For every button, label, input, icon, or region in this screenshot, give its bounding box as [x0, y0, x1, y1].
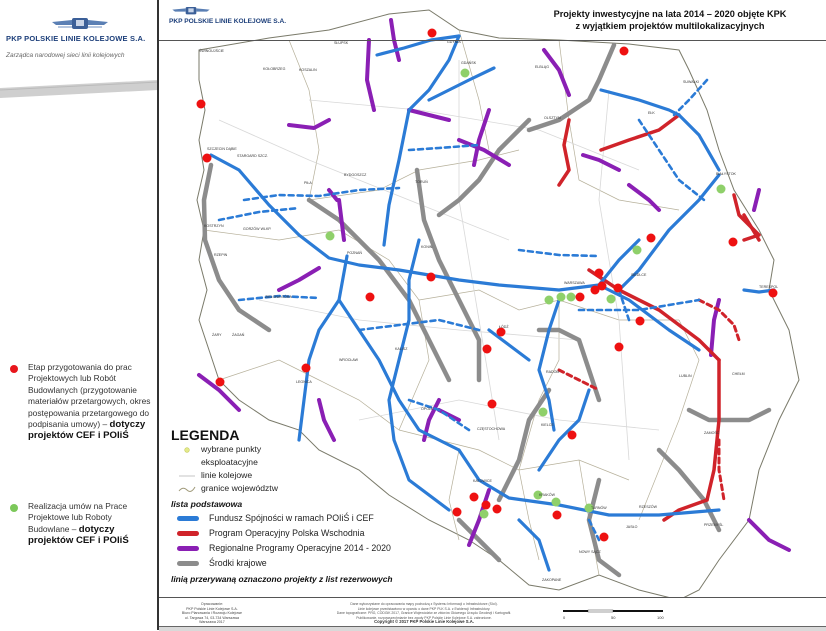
footer-credit-line: Biuro Planowania i Rozwoju Kolejowe — [181, 611, 243, 616]
svg-text:OLSZTYN: OLSZTYN — [544, 116, 561, 120]
svg-text:KATOWICE: KATOWICE — [473, 479, 492, 483]
svg-text:STARGARD SZCZ.: STARGARD SZCZ. — [237, 154, 269, 158]
footer-credit-line: ul. Targowa 74, 03-734 Warszawa — [184, 615, 240, 620]
note-preparation-stage — [6, 362, 154, 442]
legend-item-borders — [171, 482, 471, 495]
pkp-winged-emblem-icon — [50, 16, 110, 32]
svg-text:RZEPIN: RZEPIN — [214, 253, 228, 257]
header-company-name: PKP POLSKIE LINIE KOLEJOWE S.A. — [169, 18, 287, 25]
svg-text:TORUŃ: TORUŃ — [415, 180, 428, 184]
point-symbol-icon — [177, 445, 197, 454]
footer-source-line: Linie kolejowe przedstawiono w oparciu o dane PKP PLK S.A. z Ewidencji Infrastruktury. — [357, 606, 491, 611]
svg-text:RADOM: RADOM — [546, 370, 560, 374]
red-line-swatch-icon — [177, 531, 199, 536]
footer-source-line: Dane wykorzystane do opracowania mapy pochodzą z Systemu Informacji o Infrastrukturze (SIoI). — [350, 602, 498, 606]
left-panel — [0, 0, 158, 630]
legend-program-label: Regionalne Programy Operacyjne 2014 - 2020 — [209, 543, 391, 553]
svg-text:LEGNICA: LEGNICA — [296, 380, 312, 384]
footer-source-line: Publikowanie, rozpowszechnianie bez zgody PKP Polskie Linie Kolejowe S.A. zabronione. — [356, 615, 492, 620]
svg-text:TERESPOL: TERESPOL — [759, 285, 779, 289]
svg-text:NOWY SĄCZ: NOWY SĄCZ — [579, 550, 601, 554]
svg-text:KOSZALIN: KOSZALIN — [299, 68, 317, 72]
gray-line-swatch-icon — [177, 561, 199, 566]
svg-text:RZESZÓW: RZESZÓW — [639, 505, 657, 509]
svg-text:WARSZAWA: WARSZAWA — [564, 281, 585, 285]
legend-program-label: Program Operacyjny Polska Wschodnia — [209, 528, 365, 538]
scale-label-100: 100 — [657, 615, 664, 620]
svg-text:EŁK: EŁK — [648, 111, 655, 115]
map-header — [159, 0, 826, 41]
note-preparation-text: Etap przygotowania do prac Projektowych lub Robót Budowlanych (przygotowanie materiałów przetargowych, okres postępowania przetargowego do podpisania umowy) – — [28, 362, 151, 430]
legend-program-cohesion — [171, 511, 471, 526]
map-title-line1: Projekty inwestycyjne na lata 2014 – 2020 objęte KPK — [553, 9, 787, 19]
svg-text:ZAMOŚĆ: ZAMOŚĆ — [704, 431, 720, 435]
note-realization-text: Realizacja umów na Prace Projektowe lub Roboty Budowlane – — [28, 501, 128, 534]
svg-text:CZĘSTOCHOWA: CZĘSTOCHOWA — [477, 427, 506, 431]
svg-text:KOSTRZYN: KOSTRZYN — [204, 224, 224, 228]
svg-text:SUWAŁKI: SUWAŁKI — [683, 80, 700, 84]
scale-label-50: 50 — [611, 615, 616, 620]
purple-line-swatch-icon — [177, 546, 199, 551]
svg-text:JASŁO: JASŁO — [626, 525, 638, 529]
scale-label-0: 0 — [563, 615, 566, 620]
legend-subheading: lista podstawowa — [171, 499, 243, 509]
legend-points-label-2: eksploatacyjne — [201, 457, 258, 467]
svg-text:ŚWINOUJŚCIE: ŚWINOUJŚCIE — [199, 49, 224, 53]
footer-sources — [299, 602, 549, 625]
svg-text:LUBLIN: LUBLIN — [679, 374, 692, 378]
legend-borders-label: granice województw — [201, 483, 278, 493]
map-title — [520, 8, 820, 32]
svg-text:SŁUPSK: SŁUPSK — [334, 41, 349, 45]
svg-text:POZNAŃ: POZNAŃ — [347, 251, 362, 255]
red-dot-icon — [10, 365, 18, 373]
decorative-band — [0, 78, 158, 98]
rail-line-symbol-icon — [177, 471, 197, 480]
legend-item-rail-lines — [171, 469, 471, 482]
legend-program-eastern — [171, 526, 471, 541]
svg-text:ŁÓDŹ: ŁÓDŹ — [499, 325, 509, 329]
map-area — [159, 0, 826, 630]
left-company-name: PKP POLSKIE LINIE KOLEJOWE S.A. — [6, 34, 146, 43]
svg-text:KOŁOBRZEG: KOŁOBRZEG — [263, 67, 286, 71]
note-realization-stage — [6, 501, 154, 547]
note-preparation-bold: dotyczy projektów CEF i POIiŚ — [28, 419, 146, 442]
legend-dashed-note: linią przerywaną oznaczono projekty z list rezerwowych — [171, 574, 393, 584]
legend-program-label: Fundusz Spójności w ramach POIiŚ i CEF — [209, 513, 374, 523]
footer-copyright: Copyright © 2017 PKP Polskie Linie Kolejowe S.A. — [374, 619, 474, 625]
footer-credits — [167, 602, 257, 625]
bottom-strip — [159, 626, 826, 631]
svg-text:SZCZECIN DĄBIE: SZCZECIN DĄBIE — [207, 147, 237, 151]
svg-text:OPOLE: OPOLE — [421, 407, 434, 411]
legend-points-label-1: wybrane punkty — [201, 444, 262, 454]
legend-title: LEGENDA — [171, 427, 240, 443]
svg-text:SIEDLCE: SIEDLCE — [631, 273, 647, 277]
legend-rail-lines-label: linie kolejowe — [201, 470, 253, 480]
svg-text:CHEŁM: CHEŁM — [732, 372, 745, 376]
legend-item-points — [171, 443, 471, 456]
map-legend — [171, 428, 471, 584]
legend-program-national — [171, 556, 471, 571]
svg-text:KRAKÓW: KRAKÓW — [539, 493, 555, 497]
legend-item-points-cont — [171, 456, 471, 469]
footer-source-line: Dane topograficzne: PRG, CODGiK 2017, Granice Województw ze zbiorów Głównego Urzędu Geodezji i Kartografii. — [336, 611, 512, 616]
svg-text:KONIN: KONIN — [421, 245, 433, 249]
svg-text:ZAKOPANE: ZAKOPANE — [542, 578, 562, 582]
pkp-winged-emblem-icon — [171, 5, 211, 17]
green-dot-icon — [10, 504, 18, 512]
svg-text:GDYNIA: GDYNIA — [447, 40, 461, 44]
note-realization-bold: dotyczy projektów CEF i POIiŚ — [28, 523, 129, 547]
svg-text:GORZÓW WLKP.: GORZÓW WLKP. — [243, 227, 272, 231]
legend-program-label: Środki krajowe — [209, 558, 267, 568]
legend-program-regional — [171, 541, 471, 556]
border-symbol-icon — [177, 484, 197, 493]
svg-text:BIAŁYSTOK: BIAŁYSTOK — [716, 172, 736, 176]
svg-text:ELBLĄG: ELBLĄG — [535, 65, 549, 69]
svg-text:PRZEMYŚL: PRZEMYŚL — [704, 523, 724, 527]
svg-text:PIŁA: PIŁA — [304, 181, 312, 185]
footer-credit-line: Opracowanie: — [200, 602, 224, 606]
svg-text:TARNÓW: TARNÓW — [591, 506, 607, 510]
footer-credit-line: PKP Polskie Linie Kolejowe S.A. — [186, 606, 238, 611]
svg-text:ŻAGAŃ: ŻAGAŃ — [232, 333, 245, 337]
svg-text:KALISZ: KALISZ — [395, 347, 408, 351]
map-title-line2: z wyjątkiem projektów multilokalizacyjnych — [575, 21, 765, 31]
blue-line-swatch-icon — [177, 516, 199, 521]
svg-text:KIELCE: KIELCE — [541, 423, 554, 427]
svg-text:BYDGOSZCZ: BYDGOSZCZ — [344, 173, 367, 177]
left-tagline: Zarządca narodowej sieci linii kolejowych — [6, 52, 125, 59]
scale-bar — [559, 604, 669, 627]
svg-text:GDAŃSK: GDAŃSK — [461, 61, 477, 65]
svg-text:ZIELONA GÓRA: ZIELONA GÓRA — [265, 295, 292, 299]
svg-text:ŻARY: ŻARY — [212, 333, 222, 337]
footer-credit-line: Warszawa 2017 — [199, 620, 225, 625]
svg-text:WROCŁAW: WROCŁAW — [339, 358, 359, 362]
